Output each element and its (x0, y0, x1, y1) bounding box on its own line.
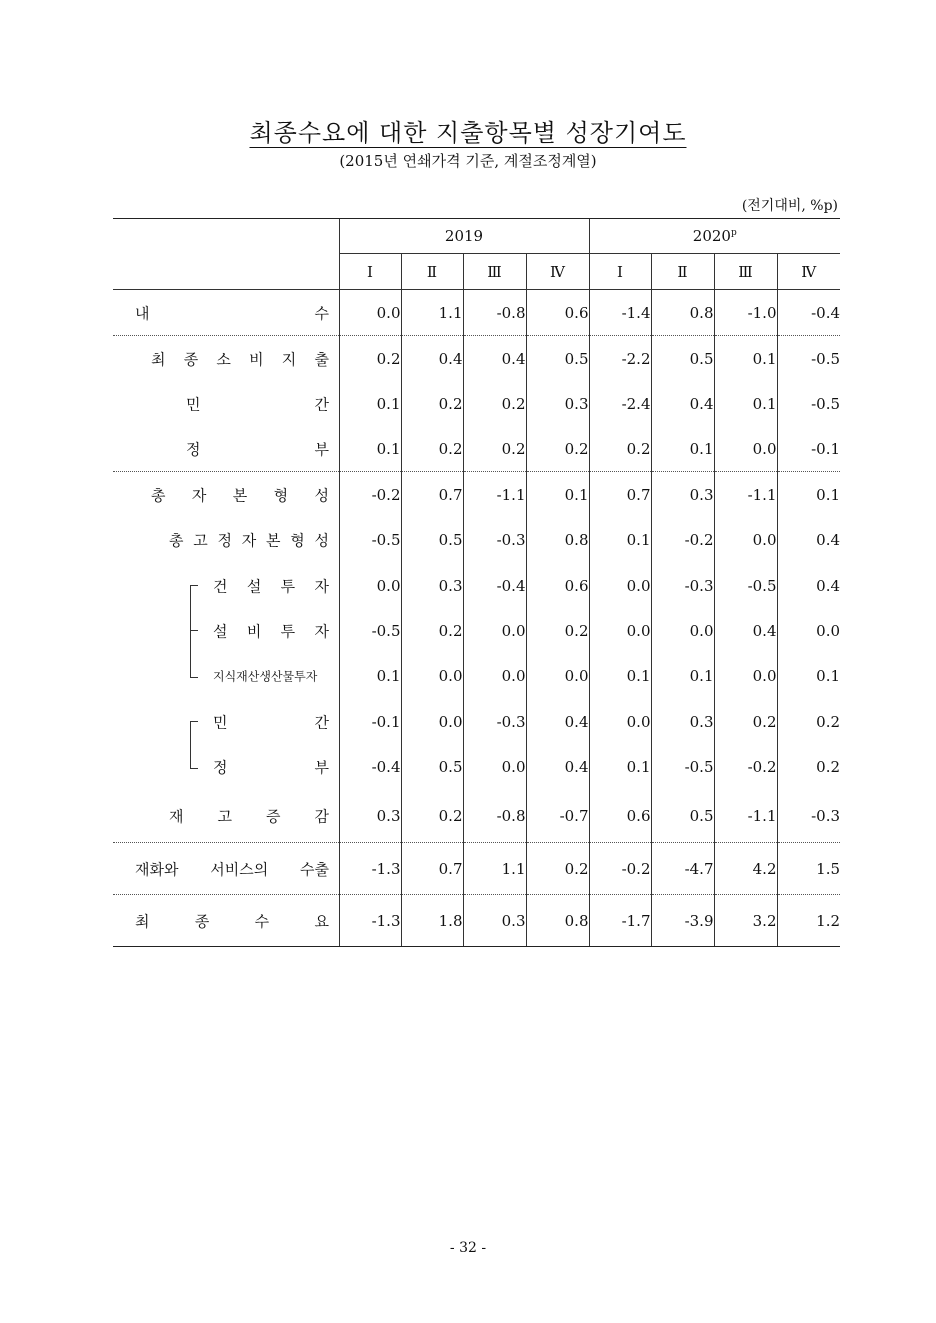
row-label: 총 고 정 자 본 형 성 (169, 531, 329, 550)
table-cell: 0.5 (526, 336, 589, 382)
table-cell: 0.2 (714, 699, 777, 745)
table-cell: 0.0 (463, 745, 526, 790)
row-label: 민 간 (186, 395, 329, 414)
table-row (113, 745, 840, 790)
table-cell: -0.5 (651, 745, 714, 790)
quarter-header: Ⅰ (589, 254, 651, 290)
row-label: 총 자 본 형 성 (151, 486, 329, 505)
table-cell: -0.4 (777, 290, 840, 336)
table-cell: -0.7 (526, 790, 589, 843)
table-cell: 0.2 (526, 843, 589, 895)
table-cell: 0.8 (651, 290, 714, 336)
quarter-header: Ⅰ (339, 254, 401, 290)
table-cell: 0.0 (463, 609, 526, 654)
table-row (113, 654, 840, 699)
table-cell: 0.2 (526, 427, 589, 472)
table-cell: -0.8 (463, 790, 526, 843)
table-cell: 0.3 (339, 790, 401, 843)
table-cell: 0.1 (526, 472, 589, 518)
table-cell: 0.3 (526, 382, 589, 427)
table-row (113, 843, 840, 895)
table-body (113, 290, 840, 947)
table-cell: 0.1 (777, 654, 840, 699)
table-cell: -0.2 (589, 843, 651, 895)
table-cell: 0.2 (777, 745, 840, 790)
bracket-tick (190, 721, 198, 722)
table-cell: -1.7 (589, 895, 651, 947)
table-cell: 0.5 (651, 790, 714, 843)
table-cell: 0.0 (463, 654, 526, 699)
contribution-table (113, 218, 840, 947)
table-cell: -0.4 (463, 563, 526, 609)
table-cell: 0.1 (339, 654, 401, 699)
group-bracket (190, 721, 191, 768)
table-cell: -0.3 (777, 790, 840, 843)
table-cell: 0.3 (651, 699, 714, 745)
row-label: 내 수 (113, 290, 339, 336)
table-cell: -1.1 (714, 790, 777, 843)
table-cell: 0.0 (714, 654, 777, 699)
table-cell: 3.2 (714, 895, 777, 947)
table-row (113, 382, 840, 427)
table-row (113, 472, 840, 518)
table-cell: 0.3 (463, 895, 526, 947)
table-cell: 0.0 (589, 563, 651, 609)
bracket-tick (190, 585, 198, 586)
table-cell: 0.5 (401, 745, 463, 790)
table-cell: 0.0 (589, 699, 651, 745)
table-cell: 0.1 (714, 382, 777, 427)
bracket-tick (190, 768, 198, 769)
table-cell: -1.1 (463, 472, 526, 518)
group-bracket (190, 585, 191, 677)
quarter-header: Ⅱ (651, 254, 714, 290)
table-cell: -0.1 (777, 427, 840, 472)
bracket-tick (190, 677, 198, 678)
table-cell: 0.4 (714, 609, 777, 654)
table-cell: 1.1 (401, 290, 463, 336)
table-cell: 0.0 (589, 609, 651, 654)
table-cell: -0.3 (651, 563, 714, 609)
unit-note: (전기대비, %p) (741, 198, 838, 214)
row-label: 건 설 투 자 (213, 577, 329, 595)
table-cell: 0.2 (589, 427, 651, 472)
table-row (113, 609, 840, 654)
quarter-header: Ⅳ (777, 254, 840, 290)
table-cell: 0.2 (401, 790, 463, 843)
row-label: 정 부 (213, 758, 329, 777)
header-corner (113, 219, 339, 290)
table-row (113, 895, 840, 947)
table-cell: 1.1 (463, 843, 526, 895)
table-cell: 0.1 (589, 745, 651, 790)
table-cell: -1.3 (339, 843, 401, 895)
table-cell: 0.0 (339, 290, 401, 336)
table-cell: -1.1 (714, 472, 777, 518)
table-cell: -3.9 (651, 895, 714, 947)
table-cell: -0.2 (714, 745, 777, 790)
table-cell: -0.5 (777, 336, 840, 382)
row-label: 재 고 증 감 (113, 790, 339, 843)
table-cell: -0.3 (463, 699, 526, 745)
table-cell: 0.3 (651, 472, 714, 518)
quarter-header: Ⅲ (714, 254, 777, 290)
table-cell: 0.6 (526, 563, 589, 609)
subtitle: (2015년 연쇄가격 기준, 계절조정계열) (339, 152, 597, 170)
table-cell: 0.0 (714, 518, 777, 563)
row-label: 설 비 투 자 (213, 622, 329, 641)
table-cell: 0.0 (651, 609, 714, 654)
row-label: 재화와 서비스의 수출 (113, 843, 339, 895)
table-cell: 0.6 (526, 290, 589, 336)
table-cell: 0.1 (651, 654, 714, 699)
table-row (113, 427, 840, 472)
table-cell: 0.6 (589, 790, 651, 843)
table-row (113, 290, 840, 336)
table-cell: 0.7 (401, 843, 463, 895)
table-cell: -0.5 (714, 563, 777, 609)
table-cell: -1.4 (589, 290, 651, 336)
table-cell: 0.8 (526, 518, 589, 563)
table-cell: 0.5 (401, 518, 463, 563)
table-cell: 0.4 (401, 336, 463, 382)
table-cell: 0.0 (339, 563, 401, 609)
table-cell: 0.4 (777, 518, 840, 563)
table-row (113, 790, 840, 843)
table-cell: -0.5 (777, 382, 840, 427)
row-label: 민 간 (213, 713, 329, 731)
table-cell: 0.0 (401, 699, 463, 745)
header-year-2020: 2020$^p$ (589, 219, 840, 254)
table-cell: 0.2 (339, 336, 401, 382)
table-cell: 0.2 (401, 382, 463, 427)
table-cell: 4.2 (714, 843, 777, 895)
quarter-header: Ⅱ (401, 254, 463, 290)
table-cell: -0.2 (651, 518, 714, 563)
table-cell: 1.5 (777, 843, 840, 895)
table-cell: 0.4 (651, 382, 714, 427)
table-cell: 0.2 (777, 699, 840, 745)
table-cell: 0.1 (589, 518, 651, 563)
table-cell: 0.0 (401, 654, 463, 699)
table-row (113, 563, 840, 609)
table-cell: 0.1 (777, 472, 840, 518)
table-cell: 0.2 (526, 609, 589, 654)
table-row (113, 699, 840, 745)
table-cell: 0.4 (777, 563, 840, 609)
table-cell: 1.8 (401, 895, 463, 947)
table-cell: 0.1 (714, 336, 777, 382)
table-cell: -2.4 (589, 382, 651, 427)
table-cell: -0.3 (463, 518, 526, 563)
table-cell: 0.7 (589, 472, 651, 518)
table-cell: 0.4 (463, 336, 526, 382)
row-label: 최 종 소 비 지 출 (151, 350, 329, 369)
table-cell: 0.1 (651, 427, 714, 472)
table-cell: 0.1 (589, 654, 651, 699)
table-cell: 0.0 (714, 427, 777, 472)
table-cell: 0.0 (777, 609, 840, 654)
page-title: 최종수요에 대한 지출항목별 성장기여도 (249, 119, 687, 147)
table-cell: 0.5 (651, 336, 714, 382)
table-cell: 0.4 (526, 745, 589, 790)
table-cell: 0.2 (463, 427, 526, 472)
quarter-header: Ⅲ (463, 254, 526, 290)
table-cell: 0.8 (526, 895, 589, 947)
table-cell: 0.0 (526, 654, 589, 699)
table-cell: -0.2 (339, 472, 401, 518)
row-label: 지식재산생산물투자 (213, 669, 318, 684)
row-label: 최 종 수 요 (113, 895, 339, 947)
page-number: - 32 - (449, 1240, 487, 1256)
table-cell: 1.2 (777, 895, 840, 947)
table-cell: -0.5 (339, 609, 401, 654)
bracket-tick (190, 630, 198, 631)
table-row (113, 518, 840, 563)
quarter-header: Ⅳ (526, 254, 589, 290)
header-year-2019: 2019 (339, 219, 589, 254)
table-cell: -4.7 (651, 843, 714, 895)
table-cell: 0.1 (339, 382, 401, 427)
table-cell: 0.1 (339, 427, 401, 472)
table-cell: -2.2 (589, 336, 651, 382)
table-cell: -0.8 (463, 290, 526, 336)
table-cell: 0.2 (463, 382, 526, 427)
table-cell: 0.2 (401, 427, 463, 472)
table-cell: 0.3 (401, 563, 463, 609)
table-cell: -0.4 (339, 745, 401, 790)
table-cell: 0.7 (401, 472, 463, 518)
table-cell: -0.5 (339, 518, 401, 563)
table-row (113, 336, 840, 382)
table-cell: -1.0 (714, 290, 777, 336)
table-cell: 0.2 (401, 609, 463, 654)
table-cell: 0.4 (526, 699, 589, 745)
table-cell: -0.1 (339, 699, 401, 745)
row-label: 정 부 (113, 427, 339, 472)
table-cell: -1.3 (339, 895, 401, 947)
